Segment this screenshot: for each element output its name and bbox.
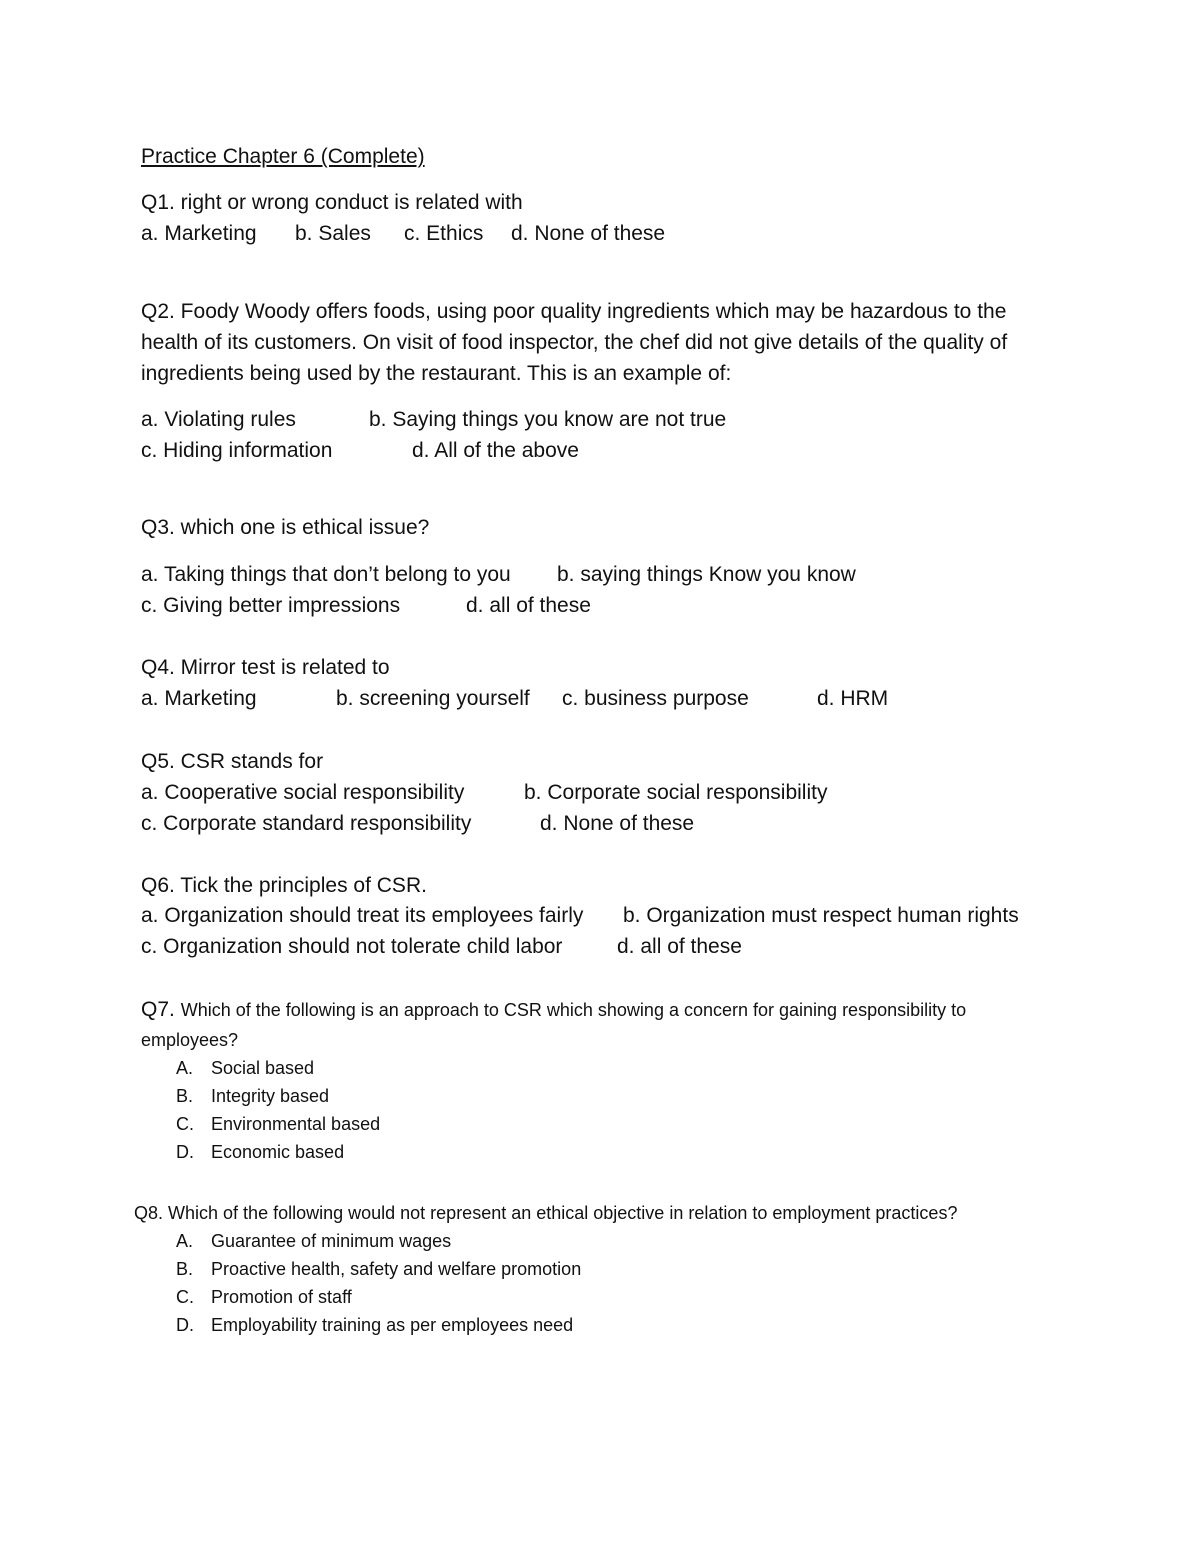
- q4-option-a: a. Marketing: [141, 687, 257, 710]
- q6-option-b: b. Organization must respect human rights: [623, 904, 1019, 927]
- q6-option-d: d. all of these: [617, 935, 742, 958]
- q5-option-c: c. Corporate standard responsibility: [141, 812, 472, 835]
- q5-option-a: a. Cooperative social responsibility: [141, 781, 465, 804]
- q1-question: Q1. right or wrong conduct is related with: [141, 191, 523, 214]
- q4-option-b: b. screening yourself: [336, 687, 530, 710]
- q1-option-b: b. Sales: [295, 222, 371, 245]
- q7-number: Q7.: [141, 998, 175, 1021]
- q5-question: Q5. CSR stands for: [141, 750, 324, 773]
- q7-option-letter: C.: [176, 1114, 194, 1134]
- q8-number: Q8.: [134, 1203, 164, 1223]
- q8-question: [134, 1202, 957, 1224]
- q4-option-d: d. HRM: [817, 687, 889, 710]
- q8-option-text: Promotion of staff: [211, 1287, 352, 1307]
- q3-option-d: d. all of these: [466, 594, 591, 617]
- q7-text: Which of the following is an approach to CSR which showing a concern for gaining responsibility to: [180, 1000, 967, 1020]
- q4-question: Q4. Mirror test is related to: [141, 656, 390, 679]
- q1-option-c: c. Ethics: [404, 222, 484, 245]
- q6-option-a: a. Organization should treat its employees fairly: [141, 904, 584, 927]
- q5-option-d: d. None of these: [540, 812, 695, 835]
- q8-option-letter: D.: [176, 1315, 194, 1335]
- q2-question-line1: Q2. Foody Woody offers foods, using poor quality ingredients which may be hazardous to the: [141, 300, 1007, 323]
- q2-option-d: d. All of the above: [412, 439, 579, 462]
- q1-option-a: a. Marketing: [141, 222, 257, 245]
- q3-option-a: a. Taking things that don’t belong to you: [141, 563, 511, 586]
- page-title: Practice Chapter 6 (Complete): [141, 145, 425, 168]
- q8-option-text: Proactive health, safety and welfare promotion: [211, 1259, 582, 1279]
- q8-option-letter: B.: [176, 1259, 194, 1279]
- q8-option-letter: C.: [176, 1287, 194, 1307]
- q2-option-b: b. Saying things you know are not true: [369, 408, 727, 431]
- q3-option-b: b. saying things Know you know: [557, 563, 856, 586]
- q8-option-text: Employability training as per employees need: [211, 1315, 574, 1335]
- q8-option-text: Guarantee of minimum wages: [211, 1231, 452, 1251]
- q1-option-d: d. None of these: [511, 222, 666, 245]
- q2-question-line2: health of its customers. On visit of food inspector, the chef did not give details of the quality of: [141, 331, 1008, 354]
- q2-option-c: c. Hiding information: [141, 439, 333, 462]
- q7-option-letter: A.: [176, 1058, 194, 1078]
- q7-option-text: Environmental based: [211, 1114, 381, 1134]
- q5-option-b: b. Corporate social responsibility: [524, 781, 828, 804]
- q3-option-c: c. Giving better impressions: [141, 594, 401, 617]
- q8-option-letter: A.: [176, 1231, 194, 1251]
- q2-option-a: a. Violating rules: [141, 408, 296, 431]
- q2-question-line3: ingredients being used by the restaurant. This is an example of:: [141, 362, 732, 385]
- q7-option-text: Economic based: [211, 1142, 345, 1162]
- q7-question: [141, 997, 966, 1023]
- q7-option-letter: D.: [176, 1142, 194, 1162]
- q7-question-line2: employees?: [141, 1030, 239, 1050]
- q4-option-c: c. business purpose: [562, 687, 749, 710]
- q7-option-text: Integrity based: [211, 1086, 330, 1106]
- q7-option-text: Social based: [211, 1058, 315, 1078]
- q6-question: Q6. Tick the principles of CSR.: [141, 874, 427, 897]
- q8-text: Which of the following would not represent an ethical objective in relation to employment practices?: [168, 1203, 958, 1223]
- q3-question: Q3. which one is ethical issue?: [141, 516, 430, 539]
- q6-option-c: c. Organization should not tolerate child labor: [141, 935, 563, 958]
- q7-option-letter: B.: [176, 1086, 194, 1106]
